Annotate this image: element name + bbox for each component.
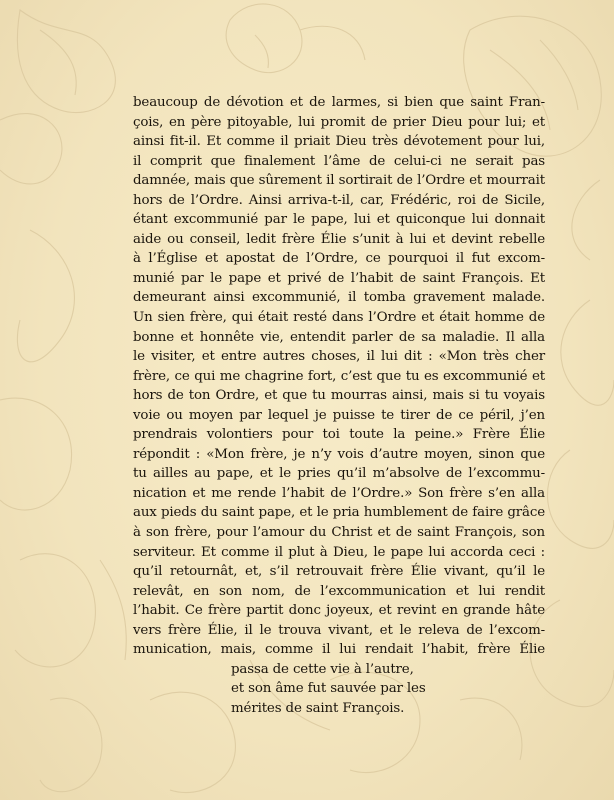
text-line: serviteur. Et comme il plut à Dieu, le pape lui accorda ceci : bbox=[133, 544, 545, 560]
text-line: prendrais volontiers pour toi toute la peine.» Frère Élie bbox=[133, 427, 545, 443]
closing-line: et son âme fut sauvée par les bbox=[231, 681, 426, 697]
text-line: étant excommunié par le pape, lui et quiconque lui donnait bbox=[133, 212, 545, 228]
text-line: vers frère Élie, il le trouva vivant, et le releva de l’excom- bbox=[133, 622, 545, 638]
text-line: ainsi fit-il. Et comme il priait Dieu très dévotement pour lui, bbox=[133, 134, 545, 150]
text-line: Un sien frère, qui était resté dans l’Ordre et était homme de bbox=[133, 310, 545, 326]
text-line: à l’Église et apostat de l’Ordre, ce pourquoi il fut excom- bbox=[133, 251, 545, 267]
main-text bbox=[133, 93, 545, 719]
closing-line: mérites de saint François. bbox=[231, 700, 405, 716]
text-line: hors de ton Ordre, et que tu mourras ainsi, mais si tu voyais bbox=[133, 388, 545, 404]
text-line: à son frère, pour l’amour du Christ et de saint François, son bbox=[133, 525, 545, 541]
text-line: munié par le pape et privé de l’habit de saint François. Et bbox=[133, 270, 545, 286]
text-line: demeurant ainsi excommunié, il tomba gravement malade. bbox=[133, 290, 545, 306]
text-line: munication, mais, comme il lui rendait l’habit, frère Élie bbox=[133, 642, 545, 658]
text-line: tu ailles au pape, et le pries qu’il m’absolve de l’excommu- bbox=[133, 466, 545, 482]
text-line: relevât, en son nom, de l’excommunication et lui rendit bbox=[133, 583, 545, 599]
text-line: qu’il retournât, et, s’il retrouvait frère Élie vivant, qu’il le bbox=[133, 564, 545, 580]
text-line: aux pieds du saint pape, et le pria humblement de faire grâce bbox=[133, 505, 545, 521]
text-line: aide ou conseil, ledit frère Élie s’unit à lui et devint rebelle bbox=[133, 231, 545, 247]
text-line: beaucoup de dévotion et de larmes, si bien que saint Fran- bbox=[133, 95, 545, 110]
text-line: répondit : «Mon frère, je n’y vois d’autre moyen, sinon que bbox=[133, 446, 545, 462]
text-line: voie ou moyen par lequel je puisse te tirer de ce péril, j’en bbox=[133, 407, 545, 423]
text-line: nication et me rende l’habit de l’Ordre.» Son frère s’en alla bbox=[133, 485, 545, 501]
text-line: le visiter, et entre autres choses, il lui dit : «Mon très cher bbox=[133, 349, 545, 365]
text-line: bonne et honnête vie, entendit parler de sa maladie. Il alla bbox=[133, 329, 545, 345]
closing-line: passa de cette vie à l’autre, bbox=[231, 661, 414, 677]
text-line: çois, en père pitoyable, lui promit de prier Dieu pour lui; et bbox=[133, 114, 545, 130]
text-line: damnée, mais que sûrement il sortirait de l’Ordre et mourrait bbox=[133, 173, 545, 189]
text-line: frère, ce qui me chagrine fort, c’est que tu es excommunié et bbox=[133, 368, 545, 384]
text-line: il comprit que finalement l’âme de celui-ci ne serait pas bbox=[133, 153, 545, 169]
text-line: hors de l’Ordre. Ainsi arriva-t-il, car, Frédéric, roi de Sicile, bbox=[133, 192, 545, 208]
text-line: l’habit. Ce frère partit donc joyeux, et revint en grande hâte bbox=[133, 603, 545, 619]
